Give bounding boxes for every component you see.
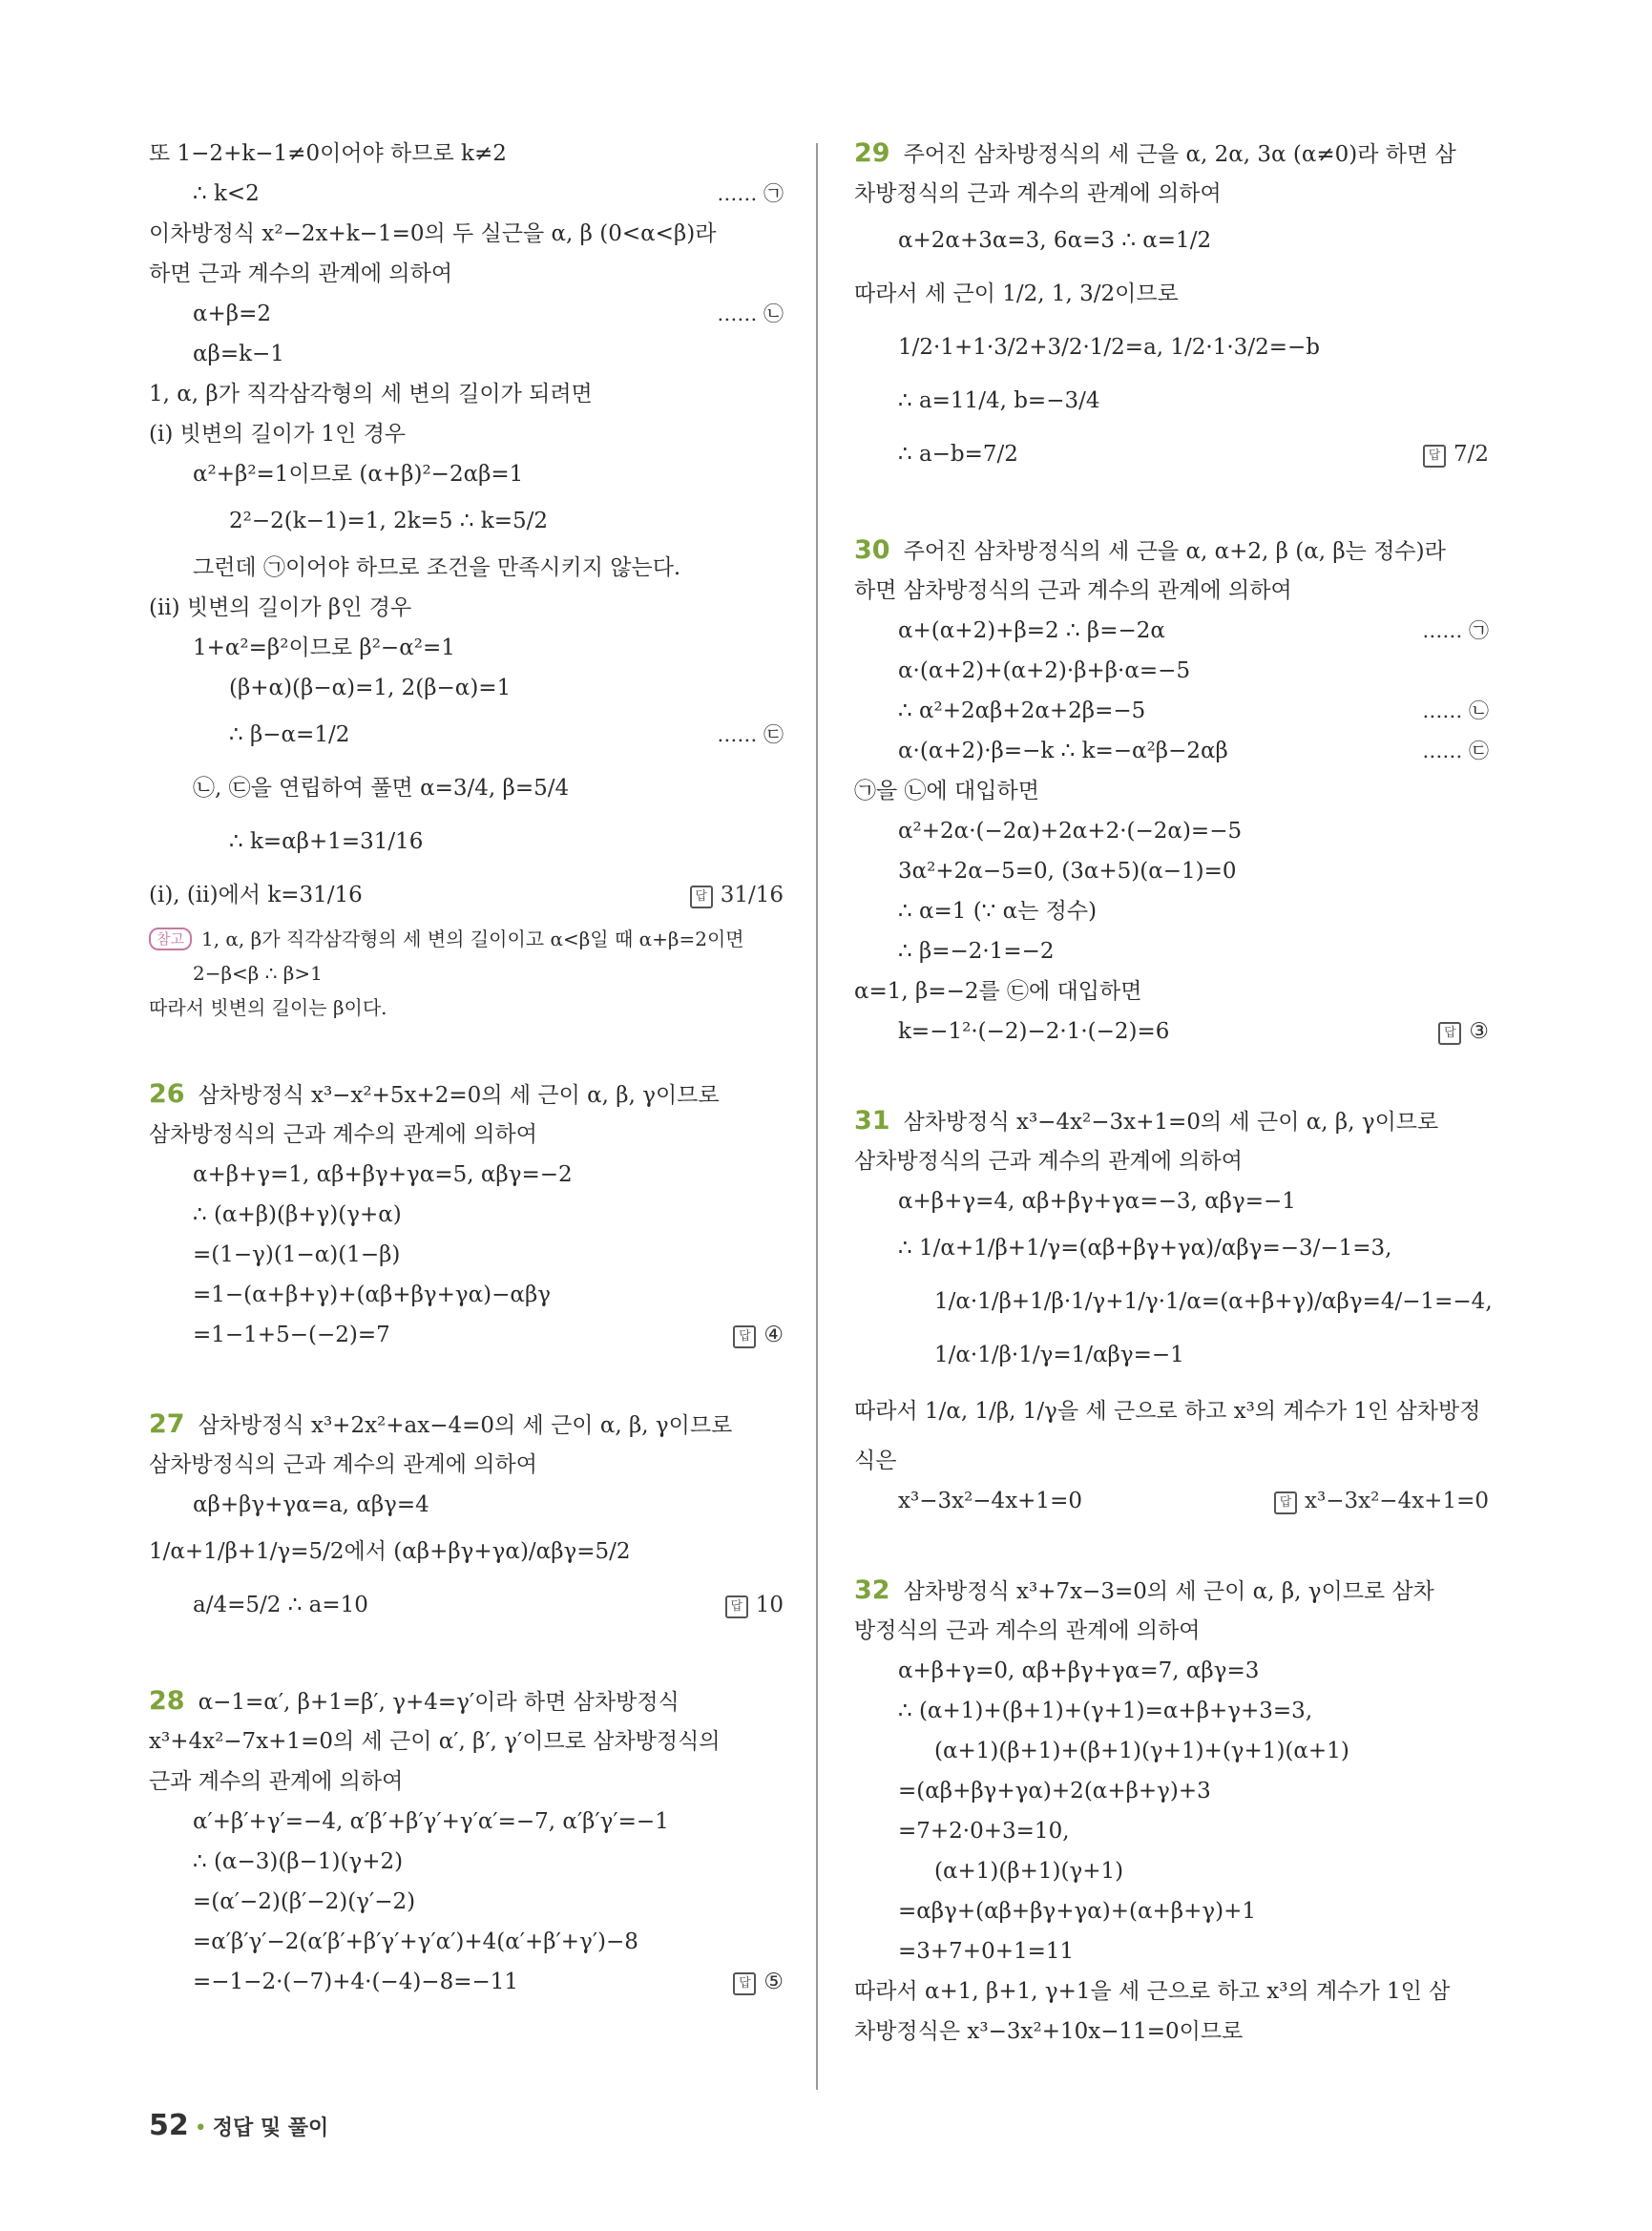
answer [1438,1011,1489,1052]
answer-value: ⑤ [763,1970,784,1994]
line-text: 1, α, β가 직각삼각형의 세 변의 길이이고 α<β일 때 α+β=2이면 [200,928,744,950]
solution-line [854,1691,1489,1731]
solution-line [854,1221,1489,1275]
solution-line [149,1195,784,1235]
left-column [149,134,784,2002]
solution-line [149,1842,784,1882]
line-text: =αβγ+(αβ+βγ+γα)+(α+β+γ)+1 [898,1899,1256,1924]
line-text: α+β+γ=4, αβ+βγ+γα=−3, αβγ=−1 [898,1189,1296,1214]
line-text: 삼차방정식의 근과 계수의 관계에 의하여 [149,1122,537,1147]
solution-line [854,1181,1489,1221]
solution-line [854,1441,1489,1481]
line-text: ∴ (α+β)(β+γ)(γ+α) [193,1202,402,1227]
line-text: α·(α+2)·β=−k ∴ k=−α²β−2αβ [898,739,1228,763]
line-text: 이차방정식 x²−2x+k−1=0의 두 실근을 α, β (0<α<β)라 [149,221,717,246]
solution-line [149,628,784,668]
line-text: α′+β′+γ′=−4, α′β′+β′γ′+γ′α′=−7, α′β′γ′=−1 [193,1809,669,1834]
answer-value: x³−3x²−4x+1=0 [1305,1489,1489,1513]
solution-line [149,668,784,708]
problem-number: 27 [149,1409,185,1439]
line-text: α+β=2 [193,302,272,326]
solution-line [854,851,1489,891]
line-text: α+(α+2)+β=2 ∴ β=−2α [898,618,1165,643]
line-text: =1−1+5−(−2)=7 [193,1323,390,1347]
answer-icon: 답 [1438,1022,1461,1045]
line-text: ∴ (α−3)(β−1)(γ+2) [193,1849,404,1874]
line-text: 삼차방정식 x³−x²+5x+2=0의 세 근이 α, β, γ이므로 [198,1083,720,1108]
line-text: ∴ β−α=1/2 [229,722,350,747]
answer-icon: 답 [1274,1491,1297,1514]
line-text: αβ+βγ+γα=a, αβγ=4 [193,1492,429,1517]
solution-line [149,1115,784,1155]
solution-line [854,891,1489,931]
line-text: α²+β²=1이므로 (α+β)²−2αβ=1 [193,462,524,487]
equation-tag: …… ㉠ [717,182,784,205]
solution-line [149,1275,784,1315]
solution-line [854,2012,1489,2052]
answer-icon: 답 [733,1972,756,1995]
solution-line [854,1481,1489,1521]
solution-line [854,931,1489,971]
line-text: ∴ k<2 [193,181,260,206]
problem-heading [854,531,1489,571]
answer-value: 10 [755,1593,784,1617]
solution-line [854,1611,1489,1651]
solution-line [854,267,1489,321]
problem-number: 29 [854,138,890,168]
line-text: 따라서 빗변의 길이는 β이다. [149,996,387,1019]
line-text: 2−β<β ∴ β>1 [193,962,323,985]
solution-line [149,134,784,174]
line-text: 또 1−2+k−1≠0이어야 하므로 k≠2 [149,141,507,166]
solution-line [854,427,1489,481]
line-text: α+β+γ=1, αβ+βγ+γα=5, αβγ=−2 [193,1162,573,1187]
solution-line [149,1445,784,1485]
solution-line [149,1525,784,1578]
solution-line [854,1328,1489,1382]
footer-title: 정답 및 풀이 [212,2116,329,2140]
line-text: α+β+γ=0, αβ+βγ+γα=7, αβγ=3 [898,1658,1260,1683]
solution-line [149,214,784,254]
solution-line [149,956,784,990]
line-text: 방정식의 근과 계수의 관계에 의하여 [854,1618,1201,1643]
solution-line [149,588,784,628]
solution-line [149,548,784,588]
line-text: =3+7+0+1=11 [898,1939,1075,1964]
line-text: 따라서 α+1, β+1, γ+1을 세 근으로 하고 x³의 계수가 1인 삼 [854,1979,1451,2004]
answer-icon: 답 [733,1325,756,1348]
solution-line [149,1315,784,1355]
solution-line [854,971,1489,1011]
line-text: 따라서 1/α, 1/β, 1/γ을 세 근으로 하고 x³의 계수가 1인 삼차방정 [854,1399,1481,1424]
problem-number: 26 [149,1079,185,1109]
line-text: =7+2·0+3=10, [898,1819,1070,1844]
equation-tag: …… ㉠ [1422,619,1489,642]
answer-icon: 답 [690,886,713,908]
line-text: 1/2·1+1·3/2+3/2·1/2=a, 1/2·1·3/2=−b [898,335,1320,360]
line-text: =(αβ+βγ+γα)+2(α+β+γ)+3 [898,1779,1211,1804]
answer [1423,427,1489,481]
line-text: 1/α·1/β+1/β·1/γ+1/γ·1/α=(α+β+γ)/αβγ=4/−1=−4, [934,1289,1493,1314]
solution-line [854,771,1489,811]
problem-heading [854,134,1489,174]
solution-line [854,1651,1489,1691]
answer-value: ③ [1469,1019,1489,1044]
problem-heading [854,1101,1489,1141]
line-text: 그런데 ㉠이어야 하므로 조건을 만족시키지 않는다. [193,555,681,580]
footer-dot: • [194,2116,207,2140]
solution-line [854,174,1489,214]
solution-line [854,691,1489,731]
line-text: α·(α+2)+(α+2)·β+β·α=−5 [898,658,1191,683]
line-text: x³+4x²−7x+1=0의 세 근이 α′, β′, γ′이므로 삼차방정식의 [149,1729,721,1754]
solution-line [854,1931,1489,1971]
problem-number: 32 [854,1575,890,1605]
solution-line [149,815,784,868]
line-text: α²+2α·(−2α)+2α+2·(−2α)=−5 [898,819,1243,844]
answer-icon: 답 [725,1595,748,1618]
solution-line [149,494,784,548]
solution-line [854,731,1489,771]
problem-number: 31 [854,1106,890,1136]
problem-number: 28 [149,1686,185,1716]
line-text: 2²−2(k−1)=1, 2k=5 ∴ k=5/2 [229,509,549,533]
line-text: 삼차방정식 x³+7x−3=0의 세 근이 α, β, γ이므로 삼차 [903,1579,1434,1604]
solution-line [854,1811,1489,1851]
solution-line [149,1802,784,1842]
line-text: 삼차방정식 x³−4x²−3x+1=0의 세 근이 α, β, γ이므로 [903,1110,1439,1135]
line-text: =α′β′γ′−2(α′β′+β′γ′+γ′α′)+4(α′+β′+γ′)−8 [193,1929,638,1954]
line-text: 주어진 삼차방정식의 세 근을 α, 2α, 3α (α≠0)라 하면 삼 [903,142,1456,167]
solution-line [149,1882,784,1922]
solution-line [149,1962,784,2002]
solution-line [854,811,1489,851]
line-text: =−1−2·(−7)+4·(−4)−8=−11 [193,1970,519,1994]
line-text: (α+1)(β+1)(γ+1) [934,1859,1124,1884]
line-text: 하면 근과 계수의 관계에 의하여 [149,261,453,286]
line-text: ∴ α²+2αβ+2α+2β=−5 [898,698,1146,723]
solution-line [149,1155,784,1195]
solution-line [854,1275,1493,1328]
solution-line [149,254,784,294]
line-text: ∴ β=−2·1=−2 [898,939,1055,964]
line-text: ∴ a=11/4, b=−3/4 [898,388,1100,413]
line-text: 1/α+1/β+1/γ=5/2에서 (αβ+βγ+γα)/αβγ=5/2 [149,1539,631,1564]
line-text: x³−3x²−4x+1=0 [898,1489,1082,1513]
line-text: 삼차방정식 x³+2x²+ax−4=0의 세 근이 α, β, γ이므로 [198,1413,733,1438]
line-text: (α+1)(β+1)+(β+1)(γ+1)+(γ+1)(α+1) [934,1739,1349,1763]
line-text: (ⅰ), (ⅱ)에서 k=31/16 [149,883,363,907]
solution-line [854,1382,1489,1441]
solution-line [149,990,784,1025]
line-text: ㉡, ㉢을 연립하여 풀면 α=3/4, β=5/4 [193,776,570,801]
answer-value: 7/2 [1453,442,1489,467]
line-text: 하면 삼차방정식의 근과 계수의 관계에 의하여 [854,578,1292,603]
answer [690,868,784,922]
line-text: 삼차방정식의 근과 계수의 관계에 의하여 [854,1149,1243,1174]
solution-line [854,321,1489,374]
line-text: α=1, β=−2를 ㉢에 대입하면 [854,979,1142,1004]
solution-line [854,1771,1489,1811]
line-text: (ⅱ) 빗변의 길이가 β인 경우 [149,595,412,620]
solution-line [854,214,1489,267]
solution-line [854,1011,1489,1052]
solution-line [854,374,1489,427]
solution-line [854,1141,1489,1181]
solution-line [149,454,784,494]
solution-line [149,1922,784,1962]
solution-line [149,868,784,922]
answer [733,1962,784,2002]
right-column [854,134,1493,2052]
line-text: 3α²+2α−5=0, (3α+5)(α−1)=0 [898,859,1237,884]
problem-heading [854,1571,1489,1611]
solution-line [149,922,784,956]
line-text: α+2α+3α=3, 6α=3 ∴ α=1/2 [898,228,1212,253]
answer [733,1315,784,1355]
line-text: α−1=α′, β+1=β′, γ+4=γ′이라 하면 삼차방정식 [198,1690,680,1715]
solution-line [854,1851,1489,1891]
equation-tag: …… ㉡ [717,302,784,325]
answer-icon: 답 [1423,445,1446,468]
line-text: ∴ a−b=7/2 [898,442,1018,467]
solution-line [149,761,784,815]
solution-line [854,1891,1489,1931]
solution-line [854,1731,1489,1771]
line-text: =(α′−2)(β′−2)(γ′−2) [193,1889,416,1914]
line-text: (ⅰ) 빗변의 길이가 1인 경우 [149,422,407,447]
equation-tag: …… ㉢ [717,723,784,746]
line-text: ∴ 1/α+1/β+1/γ=(αβ+βγ+γα)/αβγ=−3/−1=3, [898,1236,1392,1261]
answer [725,1578,784,1632]
answer-value: ④ [763,1323,784,1347]
solution-line [149,414,784,454]
problem-heading [149,1074,784,1115]
answer [1274,1481,1489,1521]
line-text: 근과 계수의 관계에 의하여 [149,1769,404,1794]
line-text: ∴ (α+1)+(β+1)+(γ+1)=α+β+γ+3=3, [898,1699,1313,1723]
line-text: 1/α·1/β·1/γ=1/αβγ=−1 [934,1343,1184,1367]
problem-heading [149,1681,784,1721]
solution-line [149,708,784,761]
answer-value: 31/16 [720,883,784,907]
solution-line [149,174,784,214]
equation-tag: …… ㉡ [1422,699,1489,722]
page-footer [149,2109,328,2142]
problem-heading [149,1405,784,1445]
line-text: k=−1²·(−2)−2·1·(−2)=6 [898,1019,1170,1044]
solution-line [149,1235,784,1275]
line-text: ㉠을 ㉡에 대입하면 [854,779,1039,803]
solution-line [149,1578,784,1632]
solution-line [149,1762,784,1802]
solution-line [854,611,1489,651]
solution-line [854,571,1489,611]
line-text: αβ=k−1 [193,342,284,366]
line-text: 1+α²=β²이므로 β²−α²=1 [193,636,455,660]
line-text: ∴ k=αβ+1=31/16 [229,829,424,854]
line-text: ∴ α=1 (∵ α는 정수) [898,899,1098,924]
equation-tag: …… ㉢ [1422,740,1489,762]
line-text: 따라서 세 근이 1/2, 1, 3/2이므로 [854,281,1179,306]
line-text: 차방정식은 x³−3x²+10x−11=0이므로 [854,2019,1244,2044]
line-text: =(1−γ)(1−α)(1−β) [193,1242,401,1267]
solution-line [854,1971,1489,2012]
line-text: =1−(α+β+γ)+(αβ+βγ+γα)−αβγ [193,1282,551,1307]
line-text: 삼차방정식의 근과 계수의 관계에 의하여 [149,1452,537,1477]
problem-number: 30 [854,535,890,565]
page-number: 52 [149,2109,189,2142]
line-text: 1, α, β가 직각삼각형의 세 변의 길이가 되려면 [149,382,593,407]
solution-line [149,294,784,334]
column-divider [816,143,818,2090]
line-text: 식은 [854,1449,897,1473]
solution-line [149,1721,784,1762]
solution-line [149,374,784,414]
solution-line [149,1485,784,1525]
solution-line [149,334,784,374]
line-text: 주어진 삼차방정식의 세 근을 α, α+2, β (α, β는 정수)라 [903,539,1446,564]
solution-line [854,651,1489,691]
line-text: 차방정식의 근과 계수의 관계에 의하여 [854,181,1222,206]
note-badge: 참고 [149,928,192,950]
line-text: (β+α)(β−α)=1, 2(β−α)=1 [229,676,512,700]
line-text: a/4=5/2 ∴ a=10 [193,1593,368,1617]
